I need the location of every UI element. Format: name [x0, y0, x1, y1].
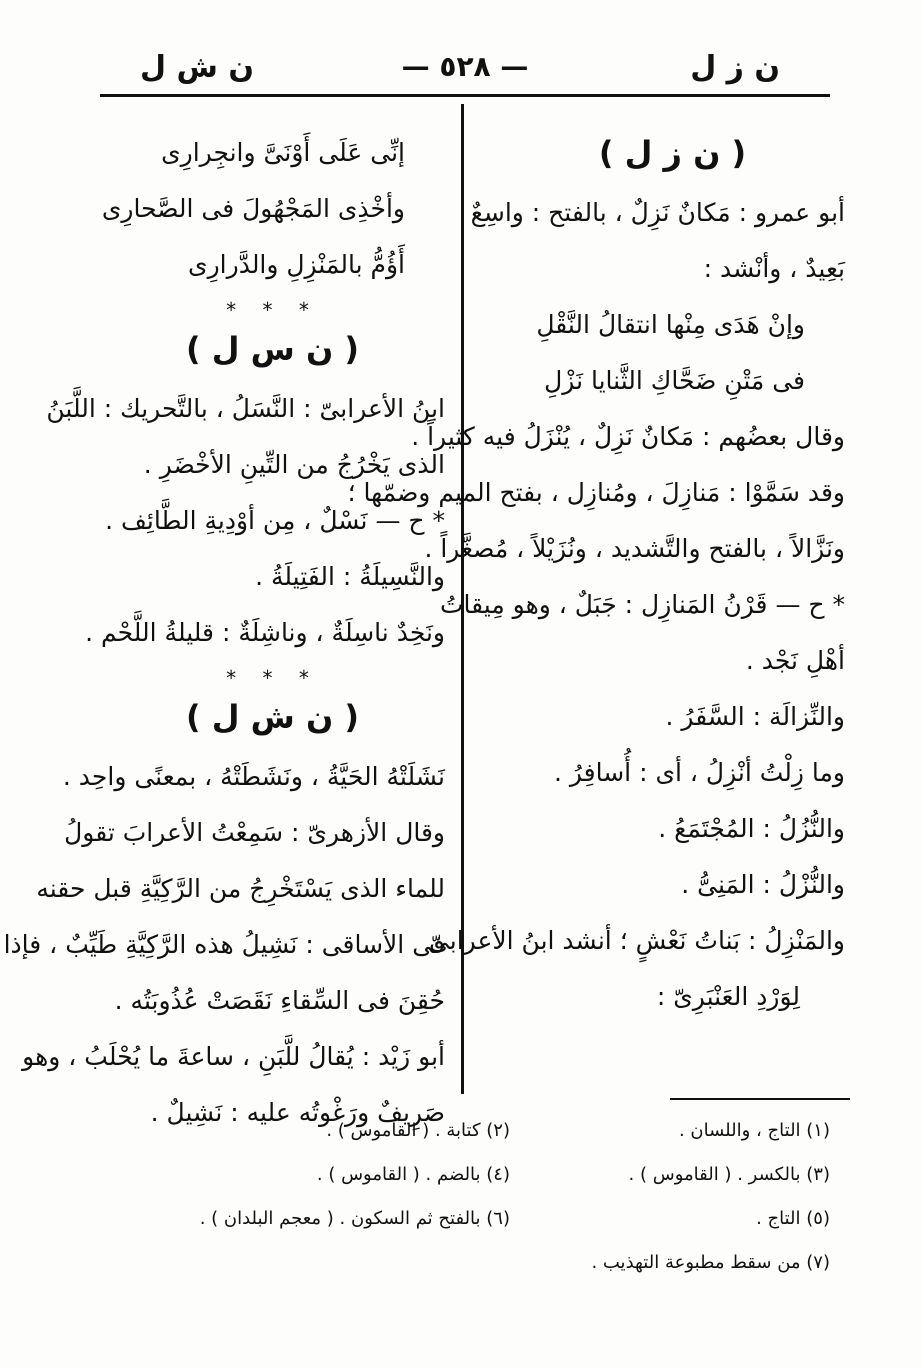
header-rule [100, 94, 830, 97]
text-line: ابنُ الأعرابىّ : النَّسَلُ ، بالتَّحريك : اللَّبَنُ [46, 394, 445, 423]
text-line: * ح — نَسْلٌ ، مِن أوْدِيةِ الطَّائِف . [105, 506, 445, 535]
footnote-row [100, 1120, 830, 1164]
text-line: وقال بعضُهم : مَكانٌ نَزِلٌ ، يُنْزَلُ فيه كثيراً . [411, 422, 845, 451]
text-line: وما زِلْتُ أنْزِلُ ، أى : أُسافِرُ . [553, 758, 845, 787]
header-root-right: ن ز ل [690, 50, 780, 85]
text-line: أبو زَيْد : يُقالُ للَّبَنِ ، ساعةَ ما يُحْلَبُ ، وهو [22, 1042, 445, 1071]
verse-line: إنِّى عَلَى أَوْنَىَّ وانجِرارِى [161, 138, 405, 167]
text-line: أهْلِ نَجْد . [745, 646, 845, 675]
text-line: وقد سَمَّوْا : مَنازِلَ ، ومُنازِل ، بفتح الميم وضمّها ؛ [347, 478, 845, 507]
footnote: (١) التاج ، واللسان . [678, 1120, 830, 1141]
verse-line: وأخْذِى المَجْهُولَ فى الصَّحارِى [101, 194, 405, 223]
footnotes [100, 1120, 830, 1296]
text-line: والنِّزالَة : السَّفَرُ . [665, 702, 845, 731]
text-line: والنُّزُلُ : المُجْتَمَعُ . [658, 814, 845, 843]
section-separator: * * * [226, 666, 319, 690]
footnote: (٧) من سقط مطبوعة التهذيب . [591, 1252, 830, 1273]
footnote-row [100, 1164, 830, 1208]
text-line: أبو عمرو : مَكانٌ نَزِلٌ ، بالفتح : واسِعٌ [470, 198, 845, 227]
text-line: نَشَلَتْهُ الحَيَّةُ ، ونَشَطَتْهُ ، بمعنًى واحِد . [62, 762, 445, 791]
footnote: (٣) بالكسر . ( القاموس ) . [628, 1164, 830, 1185]
entry-title-nshl: ( ن ش ل ) [185, 698, 360, 736]
footnote-rule [670, 1098, 850, 1100]
footnote-row [100, 1252, 830, 1296]
text-line: بَعِيدٌ ، وأنْشد : [703, 254, 845, 283]
verse-line: أَؤُمُّ بالمَنْزِلِ والدَّرارِى [188, 250, 405, 279]
text-line: ونَزَّالاً ، بالفتح والتَّشديد ، ونُزَيْلاً ، مُصغَّراً . [424, 534, 845, 563]
page-number: — ٥٢٨ — [401, 50, 529, 83]
entry-title-nsl: ( ن س ل ) [185, 330, 360, 368]
text-line: ونَخِدٌ ناسِلَةٌ ، وناشِلَةٌ : قليلةُ اللَّحْم . [85, 618, 445, 647]
text-line: صَرِيفٌ ورَغْوتُه عليه : نَشِيلٌ . [150, 1098, 445, 1127]
page-header [100, 50, 830, 94]
entry-title-nzl: ( ن ز ل ) [598, 134, 747, 172]
header-root-left: ن ش ل [140, 50, 254, 85]
left-column [3, 130, 445, 1146]
footnote: (٢) كتابة . ( القاموس ) . [326, 1120, 510, 1141]
section-separator: * * * [226, 298, 319, 322]
text-line: حُقِنَ فى السِّقاءِ نَقَصَتْ عُذُوبَتُه . [114, 986, 445, 1015]
footnote: (٦) بالفتح ثم السكون . ( معجم البلدان ) . [199, 1208, 510, 1229]
text-line: وقال الأزهرىّ : سَمِعْتُ الأعرابَ تقولُ [64, 818, 445, 847]
text-line: للماء الذى يَسْتَخْرِجُ من الرَّكِيَّةِ قبل حقنه [36, 874, 445, 903]
text-line: والمَنْزِلُ : بَناتُ نَعْشٍ ؛ أنشد ابنُ الأعرابىّ [428, 926, 845, 955]
footnote: (٤) بالضم . ( القاموس ) . [316, 1164, 510, 1185]
text-line: والنُّزْلُ : المَنِىُّ . [681, 870, 845, 899]
text-line: لِوَرْدِ العَنْبَرِىّ : [656, 982, 800, 1011]
text-line: الذى يَخْرُجُ من التِّينِ الأخْضَرِ . [143, 450, 445, 479]
text-line: والنَّسِيلَةُ : الفَتِيلَةُ . [255, 562, 445, 591]
verse-line: فى مَتْنِ ضَحَّاكِ الثَّنايا نَزْلِ [544, 366, 805, 395]
footnote-row [100, 1208, 830, 1252]
footnote: (٥) التاج . [756, 1208, 830, 1229]
text-line: فى الأساقى : نَشِيلُ هذه الرَّكِيَّةِ طَيِّبٌ ، فإذا [3, 930, 445, 959]
text-line: * ح — قَرْنُ المَنازِل : جَبَلٌ ، وهو مِيقاتُ [439, 590, 845, 619]
verse-line: وإنْ هَدَى مِنْها انتقالُ النَّقْلِ [536, 310, 805, 339]
